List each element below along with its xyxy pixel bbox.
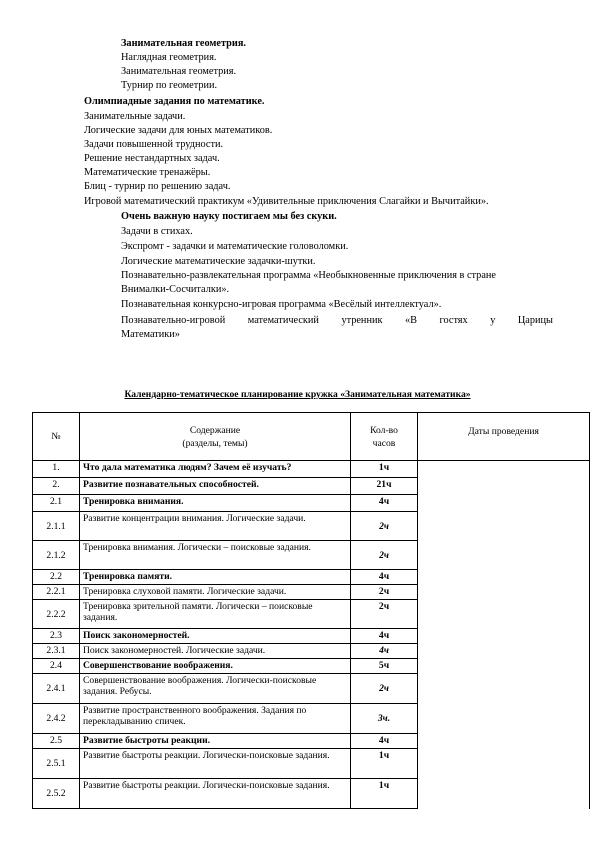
row-dates: [418, 704, 590, 734]
row-content: Совершенствование воображения.: [80, 659, 351, 674]
list-item: Логические задачи для юных математиков.: [84, 125, 273, 136]
row-dates: [418, 600, 590, 629]
row-num: 2.2.2: [33, 600, 80, 629]
justified-list-item: [121, 315, 553, 327]
word: «В: [404, 315, 417, 326]
table-row: [33, 570, 590, 585]
list-item: Познавательная конкурсно-игровая программа «Весёлый интеллектуал».: [121, 299, 442, 310]
row-hours: 4ч: [351, 644, 418, 659]
table-title: Календарно-тематическое планирование кружка «Занимательная математика»: [124, 389, 471, 400]
list-item: Блиц - турнир по решению задач.: [84, 181, 231, 192]
row-content: Тренировка памяти.: [80, 570, 351, 585]
row-hours: 1ч: [351, 461, 418, 478]
table-row: [33, 674, 590, 704]
list-item: Задачи в стихах.: [121, 226, 193, 237]
row-dates: [418, 779, 590, 809]
row-num: 2.: [33, 478, 80, 495]
list-item: Наглядная геометрия.: [121, 52, 217, 63]
row-content: Развитие быстроты реакции. Логически-поисковые задания.: [80, 779, 351, 809]
row-dates: [418, 541, 590, 570]
row-dates: [418, 512, 590, 541]
table-row: [33, 779, 590, 809]
heading-entertaining-geometry: Занимательная геометрия.: [121, 38, 246, 49]
row-hours: 3ч.: [351, 704, 418, 734]
row-num: 2.5: [33, 734, 80, 749]
row-content: Развитие быстроты реакции.: [80, 734, 351, 749]
row-dates: [418, 495, 590, 512]
row-content: Развитие познавательных способностей.: [80, 478, 351, 495]
heading-science-without-boredom: Очень важную науку постигаем мы без скуки.: [121, 211, 337, 222]
word: Познавательно-игровой: [121, 315, 226, 326]
list-item: Логические математические задачки-шутки.: [121, 256, 316, 267]
row-num: 2.5.1: [33, 749, 80, 779]
header-hours-title: Кол-во: [370, 424, 398, 436]
row-dates: [418, 461, 590, 478]
row-dates: [418, 734, 590, 749]
table-row: [33, 600, 590, 629]
header-content-title: Содержание: [189, 424, 241, 436]
row-dates: [418, 629, 590, 644]
row-dates: [418, 674, 590, 704]
row-content: Развитие концентрации внимания. Логические задачи.: [80, 512, 351, 541]
list-item: Турнир по геометрии.: [121, 80, 218, 91]
row-content: Тренировка зрительной памяти. Логически – поисковые задания.: [80, 600, 351, 629]
row-num: 2.2: [33, 570, 80, 585]
list-item-continuation: Внималки-Сосчиталки».: [121, 284, 230, 295]
header-dates: Даты проведения: [418, 413, 590, 461]
row-num: 2.2.1: [33, 585, 80, 600]
list-item: Занимательные задачи.: [84, 111, 186, 122]
row-num: 2.4.2: [33, 704, 80, 734]
table-row: [33, 495, 590, 512]
row-dates: [418, 478, 590, 495]
row-content: Совершенствование воображения. Логически-поисковые задания. Ребусы.: [80, 674, 351, 704]
table-row: [33, 749, 590, 779]
header-hours-subtitle: часов: [372, 437, 396, 449]
table-row: [33, 541, 590, 570]
header-hours: [351, 413, 418, 461]
list-item: Игровой математический практикум «Удивительные приключения Слагайки и Вычитайки».: [84, 196, 489, 207]
row-content: Поиск закономерностей.: [80, 629, 351, 644]
row-hours: 2ч: [351, 512, 418, 541]
row-dates: [418, 749, 590, 779]
row-num: 2.4: [33, 659, 80, 674]
list-item: Экспромт - задачки и математические головоломки.: [121, 241, 349, 252]
table-row: [33, 478, 590, 495]
table-row: [33, 644, 590, 659]
row-num: 2.3.1: [33, 644, 80, 659]
header-num: №: [33, 413, 80, 461]
word: утренник: [341, 315, 383, 326]
row-hours: 2ч: [351, 585, 418, 600]
row-content: Поиск закономерностей. Логические задачи.: [80, 644, 351, 659]
list-item: Познавательно-развлекательная программа «Необыкновенные приключения в стране: [121, 270, 496, 281]
header-content: [80, 413, 351, 461]
header-content-subtitle: (разделы, темы): [182, 437, 248, 449]
table-header-row: [33, 413, 590, 461]
table-row: [33, 512, 590, 541]
row-hours: 2ч: [351, 541, 418, 570]
row-num: 2.1: [33, 495, 80, 512]
row-hours: 1ч: [351, 749, 418, 779]
row-content: Развитие пространственного воображения. Задания по перекладыванию спичек.: [80, 704, 351, 734]
row-dates: [418, 570, 590, 585]
list-item: Решение нестандартных задач.: [84, 153, 220, 164]
row-hours: 2ч: [351, 674, 418, 704]
list-item-continuation: Математики»: [121, 329, 180, 340]
table-row: [33, 585, 590, 600]
row-num: 2.5.2: [33, 779, 80, 809]
word: Царицы: [517, 315, 553, 326]
list-item: Задачи повышенной трудности.: [84, 139, 224, 150]
word: гостях: [439, 315, 468, 326]
row-dates: [418, 644, 590, 659]
row-content: Развитие быстроты реакции. Логически-поисковые задания.: [80, 749, 351, 779]
row-num: 2.1.2: [33, 541, 80, 570]
row-num: 2.3: [33, 629, 80, 644]
schedule-table: [32, 412, 590, 809]
row-hours: 4ч: [351, 629, 418, 644]
row-dates: [418, 659, 590, 674]
row-num: 1.: [33, 461, 80, 478]
table-row: [33, 704, 590, 734]
row-content: Что дала математика людям? Зачем её изучать?: [80, 461, 351, 478]
row-hours: 1ч: [351, 779, 418, 809]
row-content: Тренировка внимания.: [80, 495, 351, 512]
row-hours: 5ч: [351, 659, 418, 674]
table-row: [33, 659, 590, 674]
word: у: [490, 315, 496, 326]
table-row: [33, 629, 590, 644]
heading-olympiad-tasks: Олимпиадные задания по математике.: [84, 96, 265, 107]
row-num: 2.1.1: [33, 512, 80, 541]
row-hours: 2ч: [351, 600, 418, 629]
row-hours: 4ч: [351, 570, 418, 585]
row-content: Тренировка внимания. Логически – поисковые задания.: [80, 541, 351, 570]
row-num: 2.4.1: [33, 674, 80, 704]
row-content: Тренировка слуховой памяти. Логические задачи.: [80, 585, 351, 600]
word: математический: [247, 315, 319, 326]
list-item: Занимательная геометрия.: [121, 66, 237, 77]
row-dates: [418, 585, 590, 600]
row-hours: 4ч: [351, 495, 418, 512]
row-hours: 4ч: [351, 734, 418, 749]
list-item: Математические тренажёры.: [84, 167, 211, 178]
table-row: [33, 461, 590, 478]
table-row: [33, 734, 590, 749]
row-hours: 21ч: [351, 478, 418, 495]
